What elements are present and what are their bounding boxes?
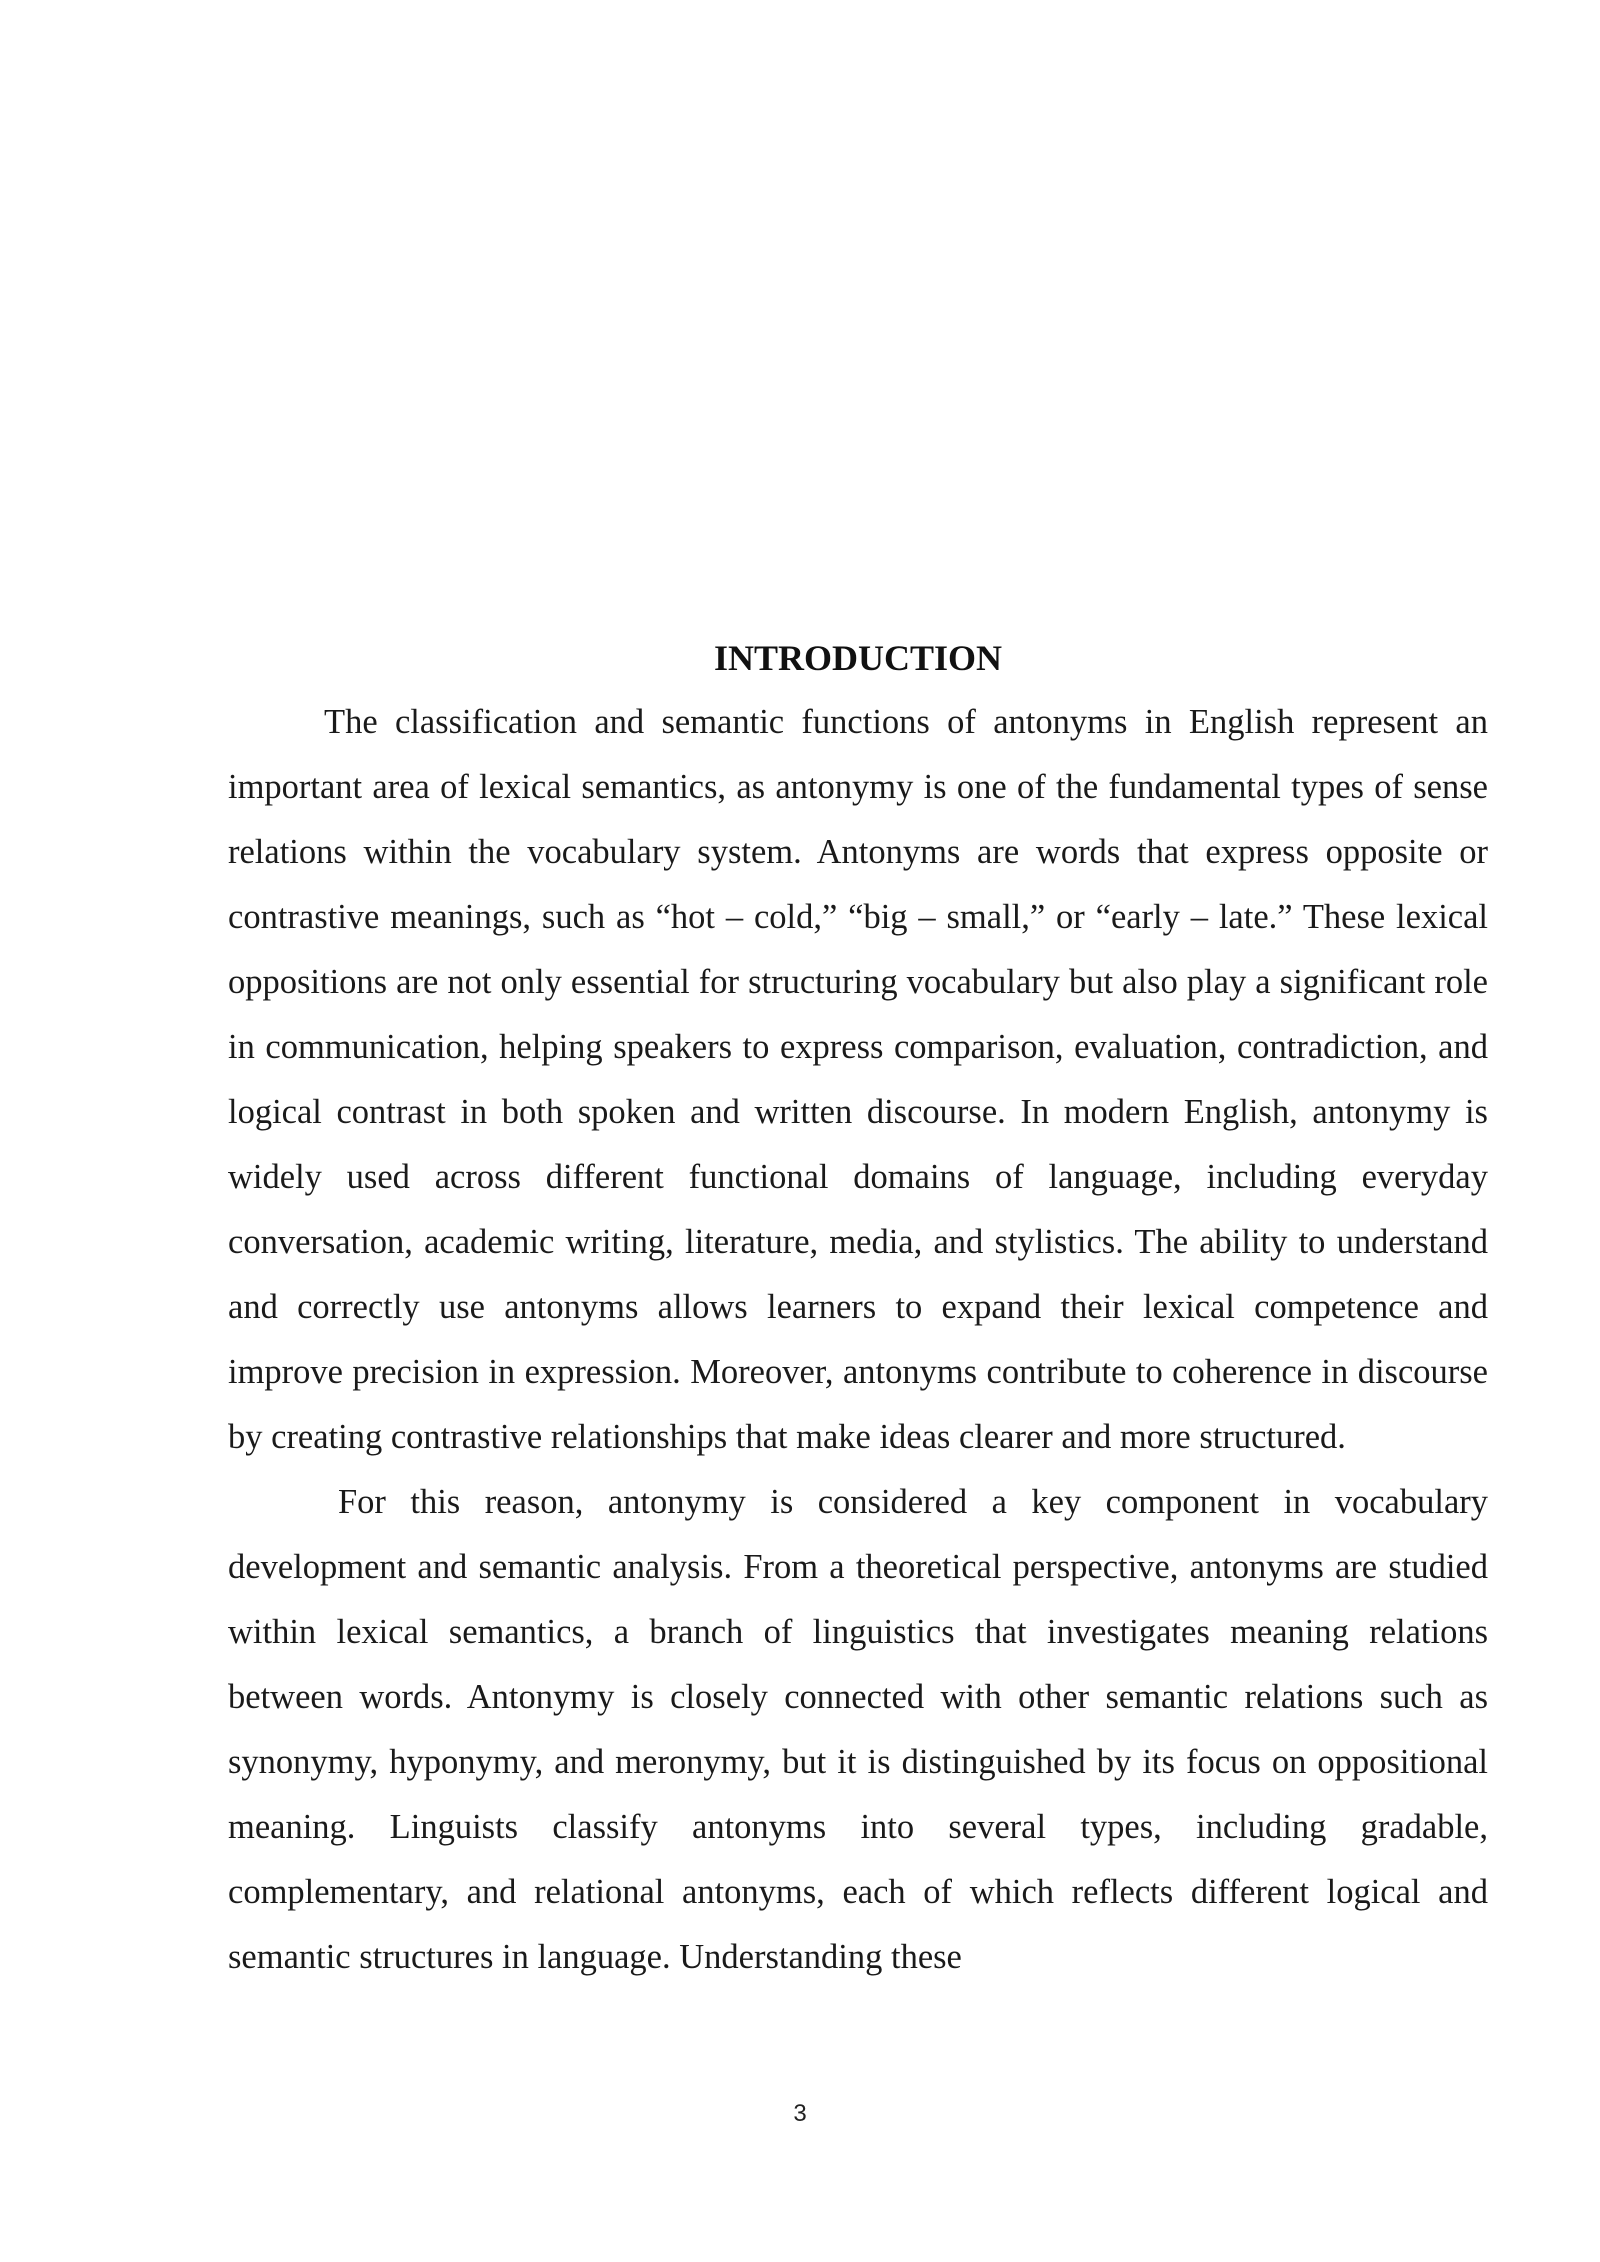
paragraph-1: The classification and semantic functions of antonyms in English represent an important area of lexical semantics, as antonymy is one of the fundamental types of sense relations within the vocabulary system. Antonyms are words that express opposite or contrastive meanings, such as “hot – cold,” “big – small,” or “early – late.” These lexical oppositions are not only essential for structuring vocabulary but also play a significant role in communication, helping speakers to express comparison, evaluation, contradiction, and logical contrast in both spoken and written discourse. In modern English, antonymy is widely used across different functional domains of language, including everyday conversation, academic writing, literature, media, and stylistics. The ability to understand and correctly use antonyms allows learners to expand their lexical competence and improve precision in expression. Moreover, antonyms contribute to coherence in discourse by creating contrastive relationships that make ideas clearer and more structured. (228, 703, 1488, 1456)
section-heading: INTRODUCTION (713, 638, 1003, 678)
body-text (228, 690, 1488, 1990)
page-number: 3 (793, 2100, 807, 2127)
paragraph-2: For this reason, antonymy is considered a key component in vocabulary development and semantic analysis. From a theoretical perspective, antonyms are studied within lexical semantics, a branch of linguistics that investigates meaning relations between words. Antonymy is closely connected with other semantic relations such as synonymy, hyponymy, and meronymy, but it is distinguished by its focus on oppositional meaning. Linguists classify antonyms into several types, including gradable, complementary, and relational antonyms, each of which reflects different logical and semantic structures in language. Understanding these (228, 1483, 1488, 1976)
